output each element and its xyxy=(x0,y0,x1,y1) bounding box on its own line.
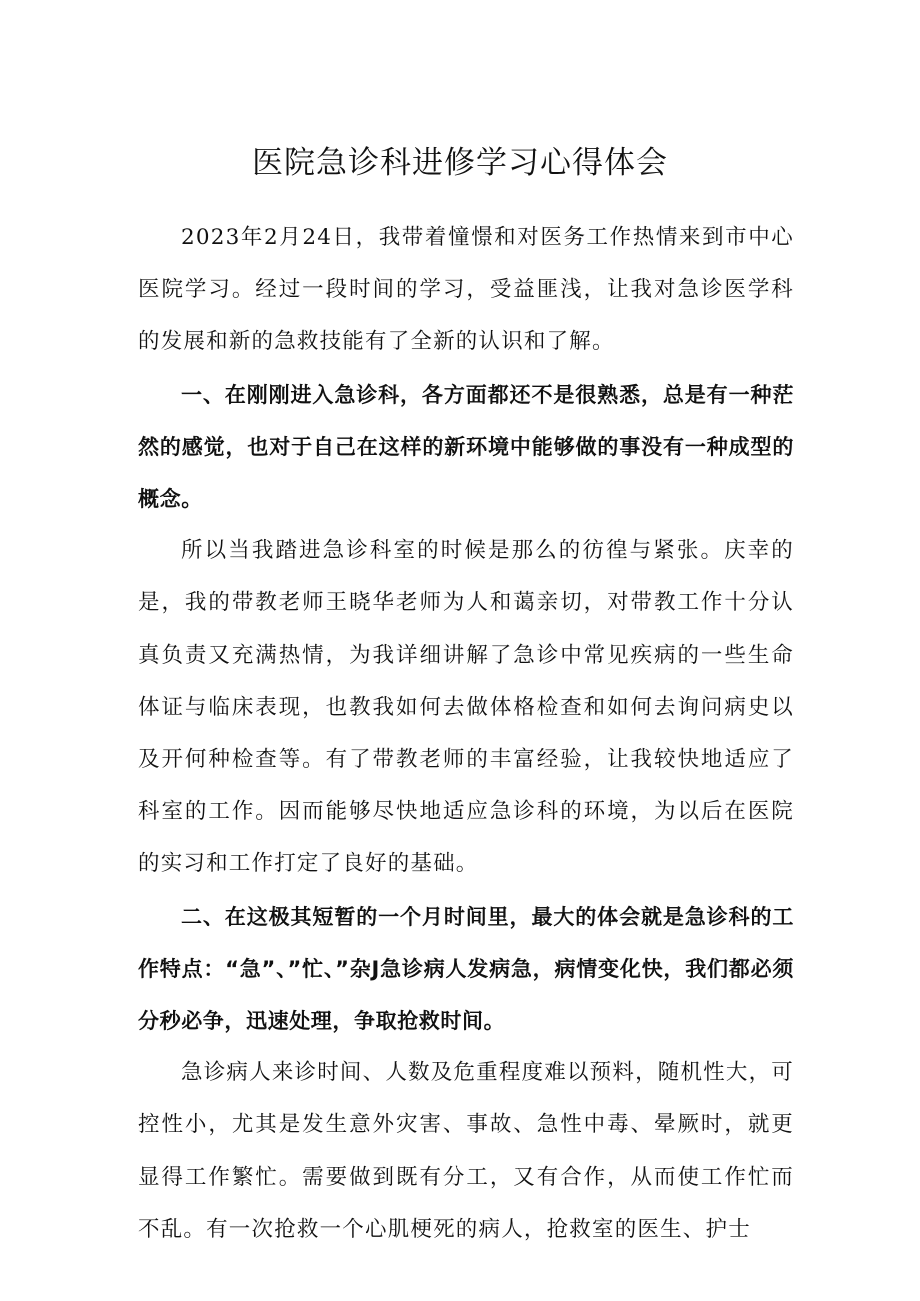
paragraph-heading-two: 二、在这极其短暂的一个月时间里，最大的体会就是急诊科的工作特点：“急”、”忙、”杂J急诊病人发病急，病情变化快，我们都必须分秒必争，迅速处理，争取抢救时间。 xyxy=(138,904,794,1034)
paragraph-emergency-work: 急诊病人来诊时间、人数及危重程度难以预料，随机性大，可控性小，尤其是发生意外灾害、事故、急性中毒、晕厥时，就更显得工作繁忙。需要做到既有分工，又有合作，从而使工作忙而不乱。有一次抢救一个心肌梗死的病人，抢救室的医生、护士 xyxy=(138,1060,794,1242)
paragraph-heading-one: 一、在刚刚进入急诊科，各方面都还不是很熟悉，总是有一种茫然的感觉，也对于自己在这样的新环境中能够做的事没有一种成型的概念。 xyxy=(138,382,794,512)
paragraph-adaptation: 所以当我踏进急诊科室的时候是那么的彷徨与紧张。庆幸的是，我的带教老师王晓华老师为人和蔼亲切，对带教工作十分认真负责又充满热情，为我详细讲解了急诊中常见疾病的一些生命体证与临床表现，也教我如何去做体格检查和如何去询问病史以及开何种检查等。有了带教老师的丰富经验，让我较快地适应了科室的工作。因而能够尽快地适应急诊科的环境，为以后在医院的实习和工作打定了良好的基础。 xyxy=(138,538,794,877)
document-title: 医院急诊科进修学习心得体会 xyxy=(252,145,668,181)
paragraph-intro: 2023年2月24日，我带着憧憬和对医务工作热情来到市中心医院学习。经过一段时间的学习，受益匪浅，让我对急诊医学科的发展和新的急救技能有了全新的认识和了解。 xyxy=(138,225,794,355)
document-body xyxy=(138,212,794,1256)
